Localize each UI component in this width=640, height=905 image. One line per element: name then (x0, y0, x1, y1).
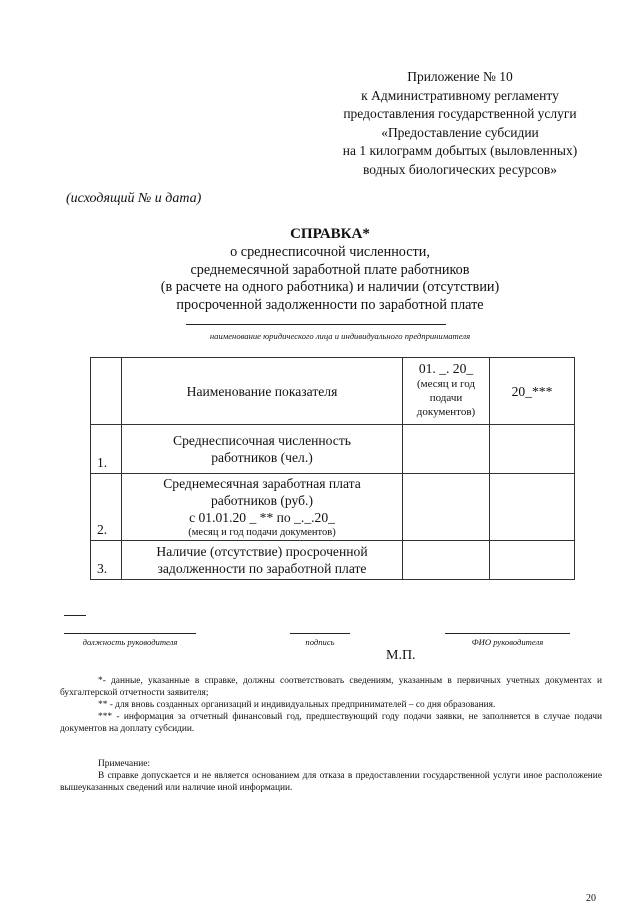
remark-block (60, 758, 602, 794)
row-value-year (490, 474, 575, 541)
footnotes (60, 675, 602, 735)
separator-line (64, 615, 86, 616)
subtitle-line: просроченной задолженности по заработной плате (176, 296, 484, 313)
document-heading (60, 224, 600, 314)
subtitle-line: о среднесписочной численности, (230, 244, 430, 260)
row-indicator (122, 474, 403, 541)
appendix-line: водных биологических ресурсов» (362, 161, 558, 177)
remark-title: Примечание: (98, 759, 151, 769)
document-title: СПРАВКА* (290, 226, 370, 242)
header-year: 20_*** (490, 358, 575, 425)
indicators-table (90, 357, 575, 580)
table-row (91, 474, 575, 541)
fio-caption: ФИО руководителя (471, 637, 544, 647)
table-row (91, 541, 575, 580)
stamp-place: М.П. (386, 648, 416, 663)
row-indicator-line: с 01.01.20 _ ** по _._.20_ (189, 509, 335, 525)
row-value-date (403, 425, 490, 474)
remark-text: В справке допускается и не является основанием для отказа в предоставлении государственной услуги иное расположение вышеуказанных сведений или наличие иной информации. (60, 771, 602, 793)
table-row (91, 425, 575, 474)
signature-caption: подпись (305, 637, 335, 647)
row-indicator-line: Среднесписочная численность (173, 433, 351, 448)
header-date-note: (месяц и год (416, 378, 475, 390)
header-date-main: 01. _. 20_ (418, 361, 474, 376)
organization-name-caption: наименование юридического лица и индивидуального предпринимателя (209, 331, 471, 341)
table-header-row (91, 358, 575, 425)
subtitle-line: (в расчете на одного работника) и наличии (отсутствии) (160, 279, 500, 296)
appendix-line: на 1 килограмм добытых (выловленных) (342, 143, 578, 159)
row-indicator-note: (месяц и год подачи документов) (188, 526, 336, 538)
row-number: 2. (91, 474, 122, 541)
position-signature-line (64, 633, 196, 634)
organization-name-line (186, 324, 446, 325)
row-indicator-line: работников (руб.) (211, 492, 313, 508)
row-indicator-line: работников (чел.) (211, 450, 313, 465)
appendix-line: к Административному регламенту (361, 87, 559, 103)
row-number: 3. (91, 541, 122, 580)
footnote: *** - информация за отчетный финансовый год, предшествующий году подачи заявки, не заполняется в случае подачи документов на доплату субсидии. (60, 712, 602, 734)
row-value-date (403, 541, 490, 580)
outgoing-number-date: (исходящий № и дата) (66, 191, 202, 206)
document-subtitle (60, 244, 600, 314)
position-caption: должность руководителя (82, 637, 178, 647)
appendix-line: предоставления государственной услуги (343, 106, 577, 122)
footnote: ** - для вновь созданных организаций и индивидуальных предпринимателей – со дня образования. (98, 700, 496, 710)
subtitle-line: среднемесячной заработной плате работников (190, 261, 470, 278)
row-indicator (122, 425, 403, 474)
row-indicator-line: Среднемесячная заработная плата (163, 475, 361, 491)
appendix-line: Приложение № 10 (407, 69, 513, 84)
row-value-date (403, 474, 490, 541)
page-number: 20 (586, 893, 596, 904)
row-number: 1. (91, 425, 122, 474)
header-num-cell (91, 358, 122, 425)
footnote: *- данные, указанные в справке, должны соответствовать сведениям, указанным в первичных учетных документах и бухгалтерской отчетности заявителя; (60, 676, 602, 698)
row-indicator-line: задолженности по заработной плате (157, 561, 367, 576)
row-value-year (490, 541, 575, 580)
header-date-note: подачи (429, 392, 463, 404)
row-indicator (122, 541, 403, 580)
row-indicator-line: Наличие (отсутствие) просроченной (156, 544, 368, 559)
fio-signature-line (445, 633, 570, 634)
header-date-note: документов) (416, 406, 476, 418)
row-value-year (490, 425, 575, 474)
signature-line (290, 633, 350, 634)
header-date (403, 358, 490, 425)
header-indicator: Наименование показателя (122, 358, 403, 425)
appendix-header (290, 68, 630, 180)
appendix-line: «Предоставление субсидии (381, 124, 539, 140)
